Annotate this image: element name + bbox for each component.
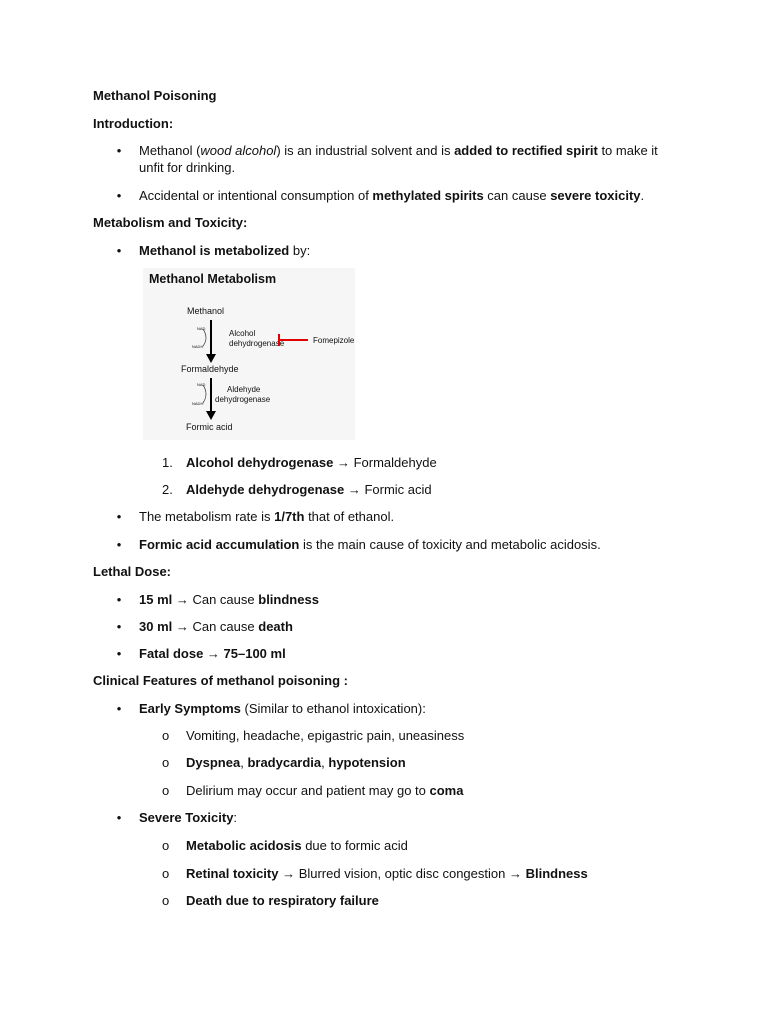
reaction-arrow-head-1: [206, 354, 216, 363]
intro-bullet-1-line-2: unfit for drinking.: [139, 160, 236, 175]
enzyme-1-label-line-1: Alcohol: [229, 329, 256, 338]
diagram-formaldehyde-label: Formaldehyde: [181, 364, 239, 374]
cofactor-nad-1: NAD: [197, 326, 206, 331]
enzyme-1-label-line-2: dehydrogenase: [229, 339, 285, 348]
methanol-metabolism-diagram: [143, 268, 355, 440]
metabolism-heading: Metabolism and Toxicity:: [93, 215, 248, 230]
numbered-item-1: Alcohol dehydrogenase → Formaldehyde: [186, 455, 437, 470]
metabolism-bullet-3: Formic acid accumulation is the main cause of toxicity and metabolic acidosis.: [139, 537, 601, 552]
cofactor-curve-1: [203, 329, 206, 346]
enzyme-2-label-line-2: dehydrogenase: [215, 395, 271, 404]
cofactor-nadh-2: NADH: [192, 401, 204, 406]
bullet-marker: •: [116, 537, 122, 552]
list-number: 2.: [162, 482, 173, 497]
sub-bullet-marker: o: [162, 866, 170, 881]
bullet-marker: •: [116, 646, 122, 661]
sub-bullet-marker: o: [162, 755, 170, 770]
diagram-title: Methanol Metabolism: [149, 272, 277, 286]
bullet-marker: •: [116, 243, 122, 258]
lethal-bullet-1: 15 ml → Can cause blindness: [139, 592, 319, 607]
severe-toxicity-bullet: Severe Toxicity:: [139, 810, 238, 825]
document-title: Methanol Poisoning: [93, 88, 217, 103]
numbered-item-2: Aldehyde dehydrogenase → Formic acid: [186, 482, 432, 497]
lethal-dose-heading: Lethal Dose:: [93, 564, 172, 579]
early-symptom-3: Delirium may occur and patient may go to coma: [186, 783, 464, 798]
metabolism-pathway-svg: [143, 268, 355, 440]
bullet-marker: •: [116, 810, 122, 825]
diagram-methanol-label: Methanol: [187, 306, 225, 316]
severe-symptom-2: Retinal toxicity → Blurred vision, optic disc congestion → Blindness: [186, 866, 588, 881]
clinical-features-heading: Clinical Features of methanol poisoning :: [93, 673, 348, 688]
sub-bullet-marker: o: [162, 893, 170, 908]
inhibitor-label: Fomepizole: [313, 336, 355, 345]
enzyme-2-label-line-1: Aldehyde: [227, 385, 261, 394]
bullet-marker: •: [116, 143, 122, 158]
early-symptoms-bullet: Early Symptoms (Similar to ethanol intoxication):: [139, 701, 426, 716]
severe-symptom-3: Death due to respiratory failure: [186, 893, 379, 908]
early-symptom-1: Vomiting, headache, epigastric pain, uneasiness: [186, 728, 465, 743]
reaction-arrow-head-2: [206, 411, 216, 420]
metabolism-bullet-2: The metabolism rate is 1/7th that of ethanol.: [139, 509, 395, 524]
sub-bullet-marker: o: [162, 783, 170, 798]
cofactor-nad-2: NAD: [197, 382, 206, 387]
bullet-marker: •: [116, 619, 122, 634]
cofactor-nadh-1: NADH: [192, 344, 204, 349]
sub-bullet-marker: o: [162, 838, 170, 853]
bullet-marker: •: [116, 592, 122, 607]
metabolism-bullet-1: Methanol is metabolized by:: [139, 243, 311, 258]
diagram-formic-acid-label: Formic acid: [186, 422, 233, 432]
lethal-bullet-3: Fatal dose → 75–100 ml: [139, 646, 286, 661]
cofactor-curve-2: [203, 385, 206, 403]
bullet-marker: •: [116, 188, 122, 203]
intro-bullet-1-line-1: Methanol (wood alcohol) is an industrial solvent and is added to rectified spirit to make it: [139, 143, 658, 158]
early-symptom-2: Dyspnea, bradycardia, hypotension: [186, 755, 406, 770]
lethal-bullet-2: 30 ml → Can cause death: [139, 619, 293, 634]
sub-bullet-marker: o: [162, 728, 170, 743]
introduction-heading: Introduction:: [93, 116, 174, 131]
severe-symptom-1: Metabolic acidosis due to formic acid: [186, 838, 408, 853]
intro-bullet-2: Accidental or intentional consumption of methylated spirits can cause severe toxicity.: [139, 188, 645, 203]
list-number: 1.: [162, 455, 173, 470]
bullet-marker: •: [116, 701, 122, 716]
bullet-marker: •: [116, 509, 122, 524]
